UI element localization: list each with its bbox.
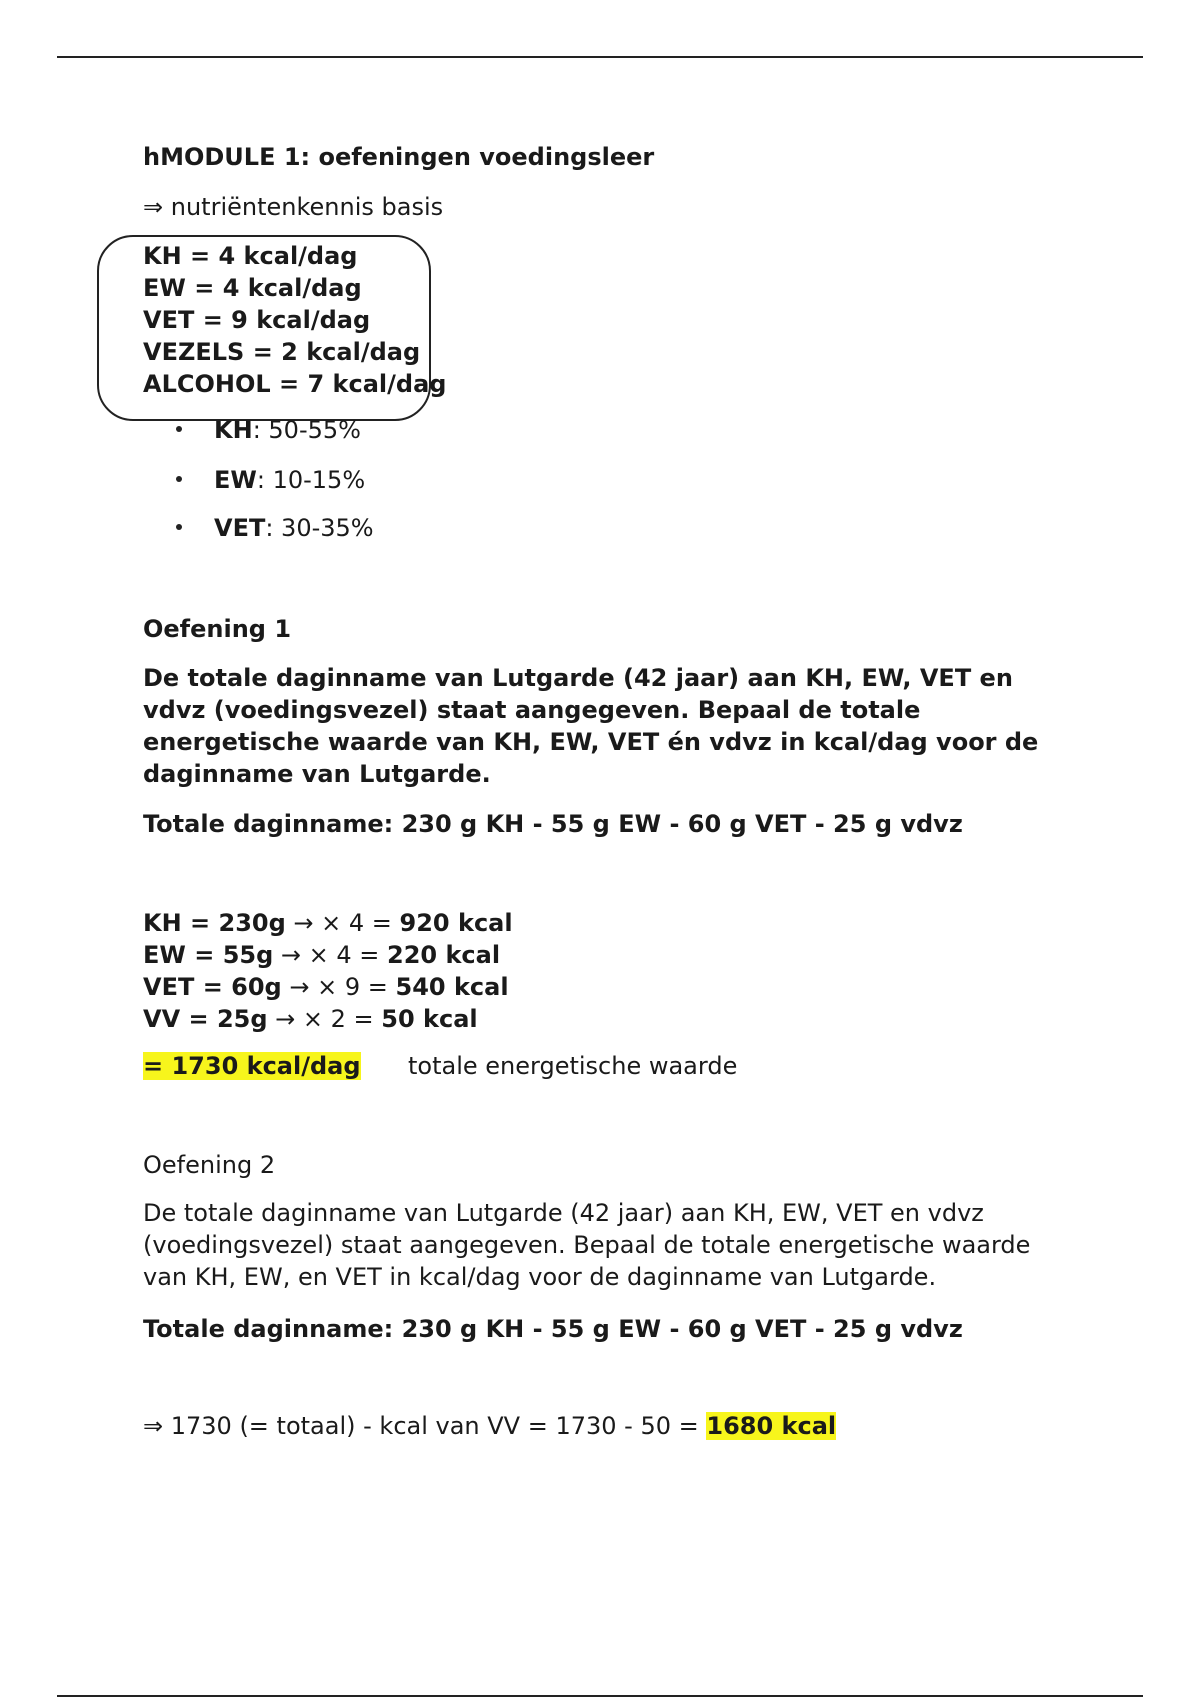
kcal-line-vezels: VEZELS = 2 kcal/dag — [143, 338, 421, 366]
kcal-line-ew: EW = 4 kcal/dag — [143, 274, 362, 302]
distribution-item — [176, 466, 365, 494]
distribution-item — [176, 416, 361, 444]
calc-op: → × 4 = — [273, 941, 388, 969]
calc-op: → × 9 = — [281, 973, 396, 1001]
exercise1-heading: Oefening 1 — [143, 615, 292, 643]
calc-line — [143, 971, 513, 1003]
highlighted-answer: 1680 kcal — [706, 1412, 837, 1440]
page-title: hMODULE 1: oefeningen voedingsleer — [143, 143, 655, 171]
subtitle: ⇒ nutriëntenkennis basis — [143, 193, 444, 221]
kcal-line-alcohol: ALCOHOL = 7 kcal/dag — [143, 370, 447, 398]
calc-lhs: EW = 55g — [143, 941, 274, 969]
calc-op: → × 2 = — [267, 1005, 382, 1033]
bullet-icon — [176, 426, 182, 432]
calc-rhs: 50 kcal — [381, 1005, 478, 1033]
exercise1-question: De totale daginname van Lutgarde (42 jaar) aan KH, EW, VET en vdvz (voedingsvezel) staat aangegeven. Bepaal de totale energetische waarde van KH, EW, VET én vdvz in kcal/dag voor de daginname van Lutgarde. — [143, 664, 1039, 788]
bullet-icon — [176, 476, 182, 482]
distribution-value: : 10-15% — [256, 466, 366, 494]
highlighted-result: = 1730 kcal/dag — [143, 1052, 361, 1080]
bottom-divider — [57, 1695, 1143, 1697]
calc-lhs: KH = 230g — [143, 909, 286, 937]
distribution-item — [176, 514, 374, 542]
distribution-value: : 30-35% — [265, 514, 374, 542]
calc-line — [143, 939, 513, 971]
distribution-value: : 50-55% — [252, 416, 361, 444]
distribution-label: VET — [214, 514, 266, 542]
top-divider — [57, 56, 1143, 58]
exercise1-result — [143, 1052, 361, 1080]
distribution-label: KH — [214, 416, 253, 444]
bullet-icon — [176, 524, 182, 530]
calc-lhs: VET = 60g — [143, 973, 282, 1001]
exercise1-calculations — [143, 907, 513, 1035]
calc-rhs: 920 kcal — [399, 909, 513, 937]
answer-prefix: ⇒ 1730 (= totaal) - kcal van VV = 1730 - 50 = — [143, 1412, 707, 1440]
distribution-label: EW — [214, 466, 257, 494]
kcal-line-vet: VET = 9 kcal/dag — [143, 306, 371, 334]
calc-lhs: VV = 25g — [143, 1005, 268, 1033]
exercise1-result-label: totale energetische waarde — [408, 1052, 738, 1080]
kcal-line-kh: KH = 4 kcal/dag — [143, 242, 358, 270]
kcal-list — [143, 240, 446, 400]
exercise2-heading: Oefening 2 — [143, 1151, 276, 1179]
calc-op: → × 4 = — [285, 909, 400, 937]
calc-rhs: 540 kcal — [395, 973, 509, 1001]
exercise2-answer — [143, 1412, 836, 1440]
calc-line — [143, 907, 513, 939]
exercise2-question: De totale daginname van Lutgarde (42 jaar) aan KH, EW, VET en vdvz (voedingsvezel) staat aangegeven. Bepaal de totale energetische waarde van KH, EW, en VET in kcal/dag voor de daginname van Lutgarde. — [143, 1199, 1031, 1291]
exercise2-total-intake: Totale daginname: 230 g KH - 55 g EW - 60 g VET - 25 g vdvz — [143, 1315, 963, 1343]
exercise1-total-intake: Totale daginname: 230 g KH - 55 g EW - 60 g VET - 25 g vdvz — [143, 810, 963, 838]
calc-line — [143, 1003, 513, 1035]
calc-rhs: 220 kcal — [387, 941, 501, 969]
